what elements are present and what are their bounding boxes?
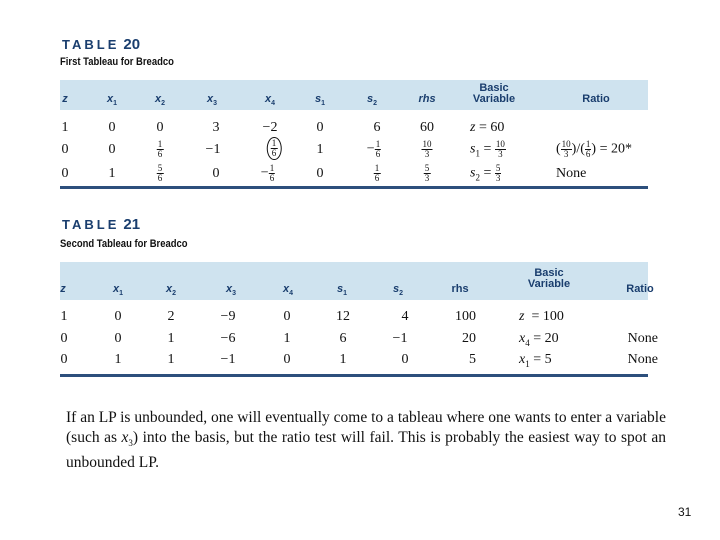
- header-x3: $x_3$: [225, 283, 237, 298]
- table-20-bottom-rule: [60, 186, 648, 189]
- cell-x3: −9: [220, 309, 236, 324]
- cell-x2: 1: [167, 331, 175, 346]
- cell-x2: $\frac{5}{6}$: [157, 163, 163, 183]
- cell-rhs: $\frac{5}{3}$: [424, 163, 430, 183]
- cell-x2: 1: [167, 352, 175, 367]
- cell-z: 0: [60, 331, 68, 346]
- cell-s2: 0: [401, 352, 409, 367]
- cell-s1: 0: [316, 166, 324, 181]
- table-21-caption: Second Tableau for Breadco: [60, 238, 188, 250]
- cell-ratio: None: [627, 352, 658, 367]
- cell-x3: −6: [220, 331, 236, 346]
- header-s2: $s_2$: [366, 93, 378, 108]
- cell-basic-variable: $x_4 = 20$: [519, 331, 559, 348]
- cell-z: 0: [61, 142, 69, 157]
- header-ratio: Ratio: [626, 283, 654, 295]
- cell-x3: −1: [205, 142, 221, 157]
- cell-s1: 12: [336, 309, 350, 324]
- header-x3: $x_3$: [206, 93, 218, 108]
- header-s1: $s_1$: [314, 93, 326, 108]
- header-x1: $x_1$: [106, 93, 118, 108]
- cell-s2: − $\frac{1}{6}$: [366, 139, 381, 159]
- cell-z: 0: [60, 352, 68, 367]
- header-rhs: rhs: [451, 283, 469, 295]
- table-20-header: [60, 80, 648, 110]
- cell-x1: 0: [108, 120, 116, 135]
- cell-basic-variable: z = 100: [519, 309, 564, 324]
- header-x2: $x_2$: [165, 283, 177, 298]
- cell-x4: 0: [283, 309, 291, 324]
- header-s1: $s_1$: [336, 283, 348, 298]
- cell-rhs: 100: [455, 309, 476, 324]
- header-ratio: Ratio: [582, 93, 610, 105]
- table-20-label: TABLE 20: [62, 36, 141, 53]
- header-z: z: [62, 93, 68, 105]
- cell-s2: 4: [401, 309, 409, 324]
- header-s2: $s_2$: [392, 283, 404, 298]
- cell-z: 1: [60, 309, 68, 324]
- cell-s2: −1: [392, 331, 408, 346]
- cell-s2: $\frac{1}{6}$: [374, 163, 380, 183]
- header-x4: $x_4$: [264, 93, 276, 108]
- cell-basic-variable: $s_1$ = $\frac{10}{3}$: [470, 139, 505, 159]
- cell-ratio: ( $\frac{10}{3}$ )/( $\frac{1}{6}$ ) = 20*: [556, 139, 632, 159]
- header-x2: $x_2$: [154, 93, 166, 108]
- header-basic-variable: Basic Variable: [472, 82, 516, 105]
- cell-ratio: None: [556, 166, 587, 181]
- header-rhs: rhs: [418, 93, 436, 105]
- cell-basic-variable: $x_1 = 5$: [519, 352, 552, 369]
- cell-x2: $\frac{1}{6}$: [157, 139, 163, 159]
- cell-x3: −1: [220, 352, 236, 367]
- table-21-header: [60, 262, 654, 300]
- cell-rhs: 5: [469, 352, 476, 367]
- cell-x1: 0: [108, 142, 116, 157]
- cell-x4: − $\frac{1}{6}$: [260, 163, 275, 183]
- cell-x3: 3: [212, 120, 220, 135]
- cell-s1: 1: [316, 142, 324, 157]
- cell-basic-variable: z = 60: [470, 120, 505, 135]
- cell-s1: 0: [316, 120, 324, 135]
- cell-ratio: None: [627, 331, 658, 346]
- cell-x1: 0: [114, 309, 122, 324]
- cell-x1: 1: [108, 166, 116, 181]
- cell-z: 0: [61, 166, 69, 181]
- table-21-label: TABLE 21: [62, 216, 141, 233]
- cell-rhs: $\frac{10}{3}$: [422, 139, 432, 159]
- cell-rhs: 20: [462, 331, 476, 346]
- cell-x2: 0: [156, 120, 164, 135]
- cell-x1: 1: [114, 352, 122, 367]
- cell-s1: 6: [339, 331, 347, 346]
- cell-rhs: 60: [420, 120, 434, 135]
- cell-x4: −2: [262, 120, 278, 135]
- cell-x1: 0: [114, 331, 122, 346]
- table-20-caption: First Tableau for Breadco: [60, 56, 174, 68]
- cell-s1: 1: [339, 352, 347, 367]
- cell-s2: 6: [373, 120, 381, 135]
- pivot-circle: $\frac{1}{6}$: [267, 137, 282, 160]
- cell-x4: 0: [283, 352, 291, 367]
- header-z: z: [60, 283, 66, 295]
- cell-x3: 0: [212, 166, 220, 181]
- cell-z: 1: [61, 120, 69, 135]
- cell-x4-pivot: [267, 137, 282, 160]
- cell-basic-variable: $s_2$ = $\frac{5}{3}$: [470, 163, 501, 183]
- table-21-bottom-rule: [60, 374, 648, 377]
- cell-x2: 2: [167, 309, 175, 324]
- page-number: 31: [678, 505, 692, 519]
- header-basic-variable: Basic Variable: [527, 267, 571, 290]
- cell-x4: 1: [283, 331, 291, 346]
- header-x1: $x_1$: [112, 283, 124, 298]
- body-paragraph: If an LP is unbounded, one will eventually come to a tableau where one wants to enter a variable (such as $x_3$) into the basis, but the ratio test will fail. This is probably the easiest way to spot an unbounded LP.: [66, 409, 666, 472]
- header-x4: $x_4$: [282, 283, 294, 298]
